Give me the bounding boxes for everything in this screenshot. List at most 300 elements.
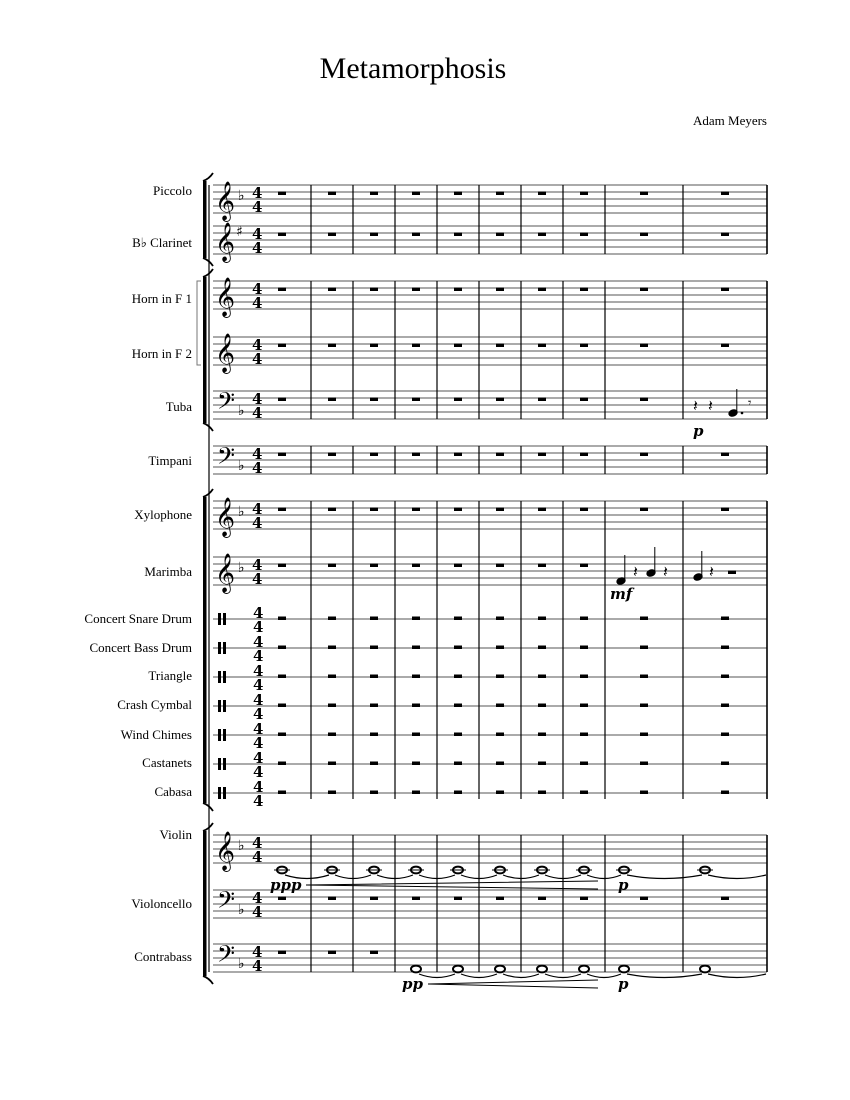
whole-rest xyxy=(370,617,378,621)
whole-rest xyxy=(370,762,378,766)
tie xyxy=(627,974,702,978)
tie xyxy=(503,974,539,978)
whole-rest xyxy=(538,398,546,402)
whole-note xyxy=(453,966,463,973)
whole-rest xyxy=(538,508,546,512)
whole-rest xyxy=(370,453,378,457)
dynamic-mf: mf xyxy=(610,585,633,603)
time-sig-top: 4 xyxy=(253,604,264,622)
whole-rest xyxy=(278,233,286,237)
group-bracket xyxy=(203,497,207,803)
whole-rest xyxy=(496,675,504,679)
whole-rest xyxy=(580,564,588,568)
bass-clef-icon: 𝄢 xyxy=(217,387,236,420)
whole-rest xyxy=(454,762,462,766)
instrument-label-piccolo: Piccolo xyxy=(153,183,192,198)
horn-sub-bracket xyxy=(197,281,201,365)
whole-rest xyxy=(640,288,648,292)
whole-rest xyxy=(454,646,462,650)
dynamic-p: p xyxy=(618,975,629,993)
time-sig-bottom: 4 xyxy=(253,792,264,810)
time-sig-top: 4 xyxy=(252,500,263,518)
time-sig-top: 4 xyxy=(253,691,264,709)
whole-rest xyxy=(721,646,729,650)
whole-rest xyxy=(496,897,504,901)
whole-rest xyxy=(370,508,378,512)
percussion-clef-icon xyxy=(223,729,226,741)
whole-rest xyxy=(721,897,729,901)
whole-rest xyxy=(580,762,588,766)
whole-rest xyxy=(454,897,462,901)
time-sig-top: 4 xyxy=(253,662,264,680)
whole-rest xyxy=(721,508,729,512)
whole-rest xyxy=(370,791,378,795)
whole-rest xyxy=(538,192,546,196)
staff-8 xyxy=(213,604,767,636)
percussion-clef-icon xyxy=(223,613,226,625)
time-sig-bottom: 4 xyxy=(252,957,263,975)
staff-9 xyxy=(213,633,767,665)
tie xyxy=(419,974,455,978)
whole-rest xyxy=(278,564,286,568)
whole-rest xyxy=(328,192,336,196)
time-sig-bottom: 4 xyxy=(253,618,264,636)
whole-rest xyxy=(412,344,420,348)
whole-rest xyxy=(412,791,420,795)
whole-rest xyxy=(538,791,546,795)
staff-10 xyxy=(213,662,767,694)
percussion-clef-icon xyxy=(223,642,226,654)
whole-rest xyxy=(454,675,462,679)
flat-icon: ♭ xyxy=(238,403,245,419)
whole-rest xyxy=(328,951,336,955)
whole-rest xyxy=(412,617,420,621)
whole-note xyxy=(579,966,589,973)
flat-icon: ♭ xyxy=(238,956,245,972)
group-bracket xyxy=(203,181,207,258)
whole-rest xyxy=(278,704,286,708)
time-sig-top: 4 xyxy=(253,778,264,796)
whole-rest xyxy=(278,762,286,766)
whole-rest xyxy=(412,453,420,457)
crescendo-hairpin xyxy=(306,881,598,889)
whole-rest xyxy=(721,344,729,348)
bass-clef-icon: 𝄢 xyxy=(217,940,236,973)
bracket-tip xyxy=(203,823,213,831)
time-sig-top: 4 xyxy=(252,225,263,243)
flat-icon: ♭ xyxy=(238,838,245,854)
whole-rest xyxy=(278,791,286,795)
staff-7 xyxy=(213,553,767,594)
bracket-tip xyxy=(203,803,213,811)
whole-rest xyxy=(538,453,546,457)
whole-rest xyxy=(538,897,546,901)
whole-rest xyxy=(640,192,648,196)
whole-rest xyxy=(454,192,462,196)
whole-rest xyxy=(370,564,378,568)
percussion-clef-icon xyxy=(218,758,221,770)
time-sig-bottom: 4 xyxy=(252,239,263,257)
time-sig-top: 4 xyxy=(252,184,263,202)
whole-rest xyxy=(278,344,286,348)
whole-rest xyxy=(328,453,336,457)
staff-0 xyxy=(213,181,767,222)
staff-6 xyxy=(213,497,767,538)
time-sig-bottom: 4 xyxy=(253,705,264,723)
whole-rest xyxy=(412,398,420,402)
whole-rest xyxy=(370,344,378,348)
whole-rest xyxy=(496,646,504,650)
whole-rest xyxy=(496,508,504,512)
whole-rest xyxy=(721,733,729,737)
instrument-label-bass-drum: Concert Bass Drum xyxy=(89,640,192,655)
whole-rest xyxy=(580,288,588,292)
instrument-label-wind-chimes: Wind Chimes xyxy=(120,727,192,742)
instrument-label-marimba: Marimba xyxy=(144,564,192,579)
whole-rest xyxy=(538,646,546,650)
whole-rest xyxy=(640,646,648,650)
time-sig-bottom: 4 xyxy=(253,676,264,694)
time-sig-top: 4 xyxy=(252,390,263,408)
whole-rest xyxy=(538,288,546,292)
quarter-rest: 𝄽 xyxy=(709,562,714,581)
whole-rest xyxy=(640,791,648,795)
whole-rest xyxy=(328,897,336,901)
whole-rest xyxy=(412,675,420,679)
whole-rest xyxy=(580,192,588,196)
dynamic-p: p xyxy=(618,876,629,894)
staff-1 xyxy=(213,222,767,263)
whole-rest xyxy=(278,675,286,679)
whole-rest xyxy=(278,453,286,457)
whole-rest xyxy=(454,233,462,237)
time-sig-bottom: 4 xyxy=(253,647,264,665)
staff-4 xyxy=(213,387,767,422)
whole-rest xyxy=(328,617,336,621)
staff-3 xyxy=(213,333,767,374)
whole-rest xyxy=(496,564,504,568)
percussion-clef-icon xyxy=(223,758,226,770)
instrument-label-triangle: Triangle xyxy=(148,668,192,683)
bracket-tip xyxy=(203,258,213,266)
whole-rest xyxy=(538,344,546,348)
whole-rest xyxy=(328,646,336,650)
whole-rest xyxy=(538,675,546,679)
whole-rest xyxy=(728,571,736,575)
time-sig-bottom: 4 xyxy=(252,459,263,477)
whole-rest xyxy=(640,508,648,512)
whole-rest xyxy=(640,453,648,457)
whole-rest xyxy=(454,791,462,795)
whole-rest xyxy=(640,762,648,766)
instrument-label-violoncello: Violoncello xyxy=(131,896,192,911)
whole-rest xyxy=(328,288,336,292)
staff-13 xyxy=(213,749,767,781)
staff-15 xyxy=(213,831,767,872)
staff-2 xyxy=(213,277,767,318)
whole-rest xyxy=(496,398,504,402)
time-sig-top: 4 xyxy=(252,556,263,574)
percussion-clef-icon xyxy=(223,787,226,799)
whole-rest xyxy=(496,288,504,292)
whole-rest xyxy=(278,733,286,737)
whole-rest xyxy=(538,762,546,766)
whole-rest xyxy=(454,344,462,348)
whole-rest xyxy=(580,675,588,679)
time-sig-top: 4 xyxy=(252,336,263,354)
percussion-clef-icon xyxy=(218,787,221,799)
crescendo-hairpin xyxy=(428,980,598,988)
staff-17 xyxy=(213,940,767,975)
whole-note xyxy=(700,966,710,973)
time-sig-top: 4 xyxy=(252,834,263,852)
whole-rest xyxy=(640,233,648,237)
whole-rest xyxy=(580,646,588,650)
eighth-rest: 𝄾 xyxy=(748,396,752,411)
whole-rest xyxy=(580,791,588,795)
whole-rest xyxy=(412,192,420,196)
whole-rest xyxy=(496,233,504,237)
whole-rest xyxy=(328,733,336,737)
percussion-clef-icon xyxy=(218,642,221,654)
instrument-label-clarinet: B♭ Clarinet xyxy=(132,235,192,250)
whole-rest xyxy=(370,192,378,196)
whole-rest xyxy=(328,704,336,708)
bracket-tip xyxy=(203,173,213,181)
dynamic-ppp: ppp xyxy=(270,876,302,894)
bracket-tip xyxy=(203,976,213,984)
percussion-clef-icon xyxy=(223,671,226,683)
quarter-rest: 𝄽 xyxy=(693,396,698,415)
whole-rest xyxy=(278,617,286,621)
whole-rest xyxy=(370,704,378,708)
whole-rest xyxy=(640,897,648,901)
time-sig-bottom: 4 xyxy=(252,350,263,368)
whole-rest xyxy=(640,398,648,402)
dynamic-p: p xyxy=(693,422,704,440)
whole-note xyxy=(495,966,505,973)
bass-clef-icon: 𝄢 xyxy=(217,886,236,919)
whole-rest xyxy=(580,617,588,621)
whole-rest xyxy=(496,791,504,795)
bracket-tip xyxy=(203,269,213,277)
time-sig-bottom: 4 xyxy=(252,570,263,588)
whole-rest xyxy=(278,508,286,512)
whole-rest xyxy=(328,344,336,348)
whole-rest xyxy=(640,675,648,679)
instrument-label-cabasa: Cabasa xyxy=(154,784,192,799)
whole-rest xyxy=(538,564,546,568)
group-bracket xyxy=(203,831,207,976)
whole-rest xyxy=(370,733,378,737)
instrument-label-violin: Violin xyxy=(159,827,192,842)
whole-rest xyxy=(580,398,588,402)
time-sig-bottom: 4 xyxy=(252,294,263,312)
whole-rest xyxy=(538,233,546,237)
whole-rest xyxy=(640,704,648,708)
whole-rest xyxy=(454,733,462,737)
score-title: Metamorphosis xyxy=(319,52,507,85)
whole-rest xyxy=(496,192,504,196)
percussion-clef-icon xyxy=(218,613,221,625)
whole-rest xyxy=(454,288,462,292)
whole-rest xyxy=(454,704,462,708)
tie xyxy=(627,875,702,879)
whole-rest xyxy=(278,288,286,292)
tie xyxy=(587,875,621,879)
instrument-label-horn-2: Horn in F 2 xyxy=(131,346,192,361)
whole-rest xyxy=(496,617,504,621)
instrument-label-crash-cymbal: Crash Cymbal xyxy=(117,697,192,712)
quarter-rest: 𝄽 xyxy=(708,396,713,415)
percussion-clef-icon xyxy=(218,729,221,741)
whole-note xyxy=(411,966,421,973)
time-sig-top: 4 xyxy=(253,749,264,767)
treble-clef-icon: 𝄞 xyxy=(215,222,236,262)
time-sig-top: 4 xyxy=(253,720,264,738)
quarter-rest: 𝄽 xyxy=(663,562,668,581)
whole-rest xyxy=(454,617,462,621)
whole-rest xyxy=(640,733,648,737)
whole-rest xyxy=(370,398,378,402)
whole-rest xyxy=(370,897,378,901)
time-sig-top: 4 xyxy=(252,943,263,961)
whole-rest xyxy=(538,733,546,737)
time-sig-bottom: 4 xyxy=(252,514,263,532)
whole-rest xyxy=(580,733,588,737)
staff-5 xyxy=(213,442,767,477)
flat-icon: ♭ xyxy=(238,560,245,576)
time-sig-bottom: 4 xyxy=(252,198,263,216)
time-sig-bottom: 4 xyxy=(252,903,263,921)
sharp-icon: ♯ xyxy=(236,224,243,240)
whole-rest xyxy=(412,897,420,901)
whole-rest xyxy=(496,704,504,708)
whole-rest xyxy=(640,344,648,348)
whole-rest xyxy=(328,762,336,766)
time-sig-top: 4 xyxy=(253,633,264,651)
whole-rest xyxy=(278,646,286,650)
whole-note xyxy=(537,966,547,973)
whole-rest xyxy=(370,675,378,679)
whole-rest xyxy=(412,733,420,737)
treble-clef-icon: 𝄞 xyxy=(215,277,236,317)
whole-rest xyxy=(370,288,378,292)
whole-rest xyxy=(454,564,462,568)
whole-rest xyxy=(370,951,378,955)
whole-rest xyxy=(721,617,729,621)
whole-rest xyxy=(328,564,336,568)
time-sig-top: 4 xyxy=(252,889,263,907)
whole-rest xyxy=(412,762,420,766)
whole-rest xyxy=(412,508,420,512)
instrument-label-tuba: Tuba xyxy=(165,399,192,414)
tie xyxy=(461,974,497,978)
flat-icon: ♭ xyxy=(238,504,245,520)
whole-rest xyxy=(370,646,378,650)
percussion-clef-icon xyxy=(223,700,226,712)
bracket-tip xyxy=(203,423,213,431)
whole-rest xyxy=(412,646,420,650)
whole-rest xyxy=(721,791,729,795)
whole-rest xyxy=(721,233,729,237)
treble-clef-icon: 𝄞 xyxy=(215,553,236,593)
whole-rest xyxy=(721,704,729,708)
whole-rest xyxy=(721,762,729,766)
instrument-label-xylophone: Xylophone xyxy=(134,507,192,522)
bracket-tip xyxy=(203,489,213,497)
tie xyxy=(545,974,581,978)
instrument-label-snare: Concert Snare Drum xyxy=(84,611,192,626)
time-sig-top: 4 xyxy=(252,280,263,298)
whole-rest xyxy=(580,704,588,708)
whole-rest xyxy=(538,617,546,621)
whole-rest xyxy=(721,288,729,292)
whole-rest xyxy=(412,704,420,708)
composer-name: Adam Meyers xyxy=(692,113,767,128)
time-sig-top: 4 xyxy=(252,445,263,463)
flat-icon: ♭ xyxy=(238,458,245,474)
instrument-label-timpani: Timpani xyxy=(148,453,192,468)
whole-rest xyxy=(580,897,588,901)
instrument-label-horn-1: Horn in F 1 xyxy=(131,291,192,306)
flat-icon: ♭ xyxy=(238,188,245,204)
time-sig-bottom: 4 xyxy=(253,763,264,781)
staff-11 xyxy=(213,691,767,723)
quarter-rest: 𝄽 xyxy=(633,562,638,581)
treble-clef-icon: 𝄞 xyxy=(215,497,236,537)
whole-rest xyxy=(496,453,504,457)
whole-rest xyxy=(580,453,588,457)
whole-rest xyxy=(278,398,286,402)
whole-rest xyxy=(412,288,420,292)
time-sig-bottom: 4 xyxy=(252,404,263,422)
tie xyxy=(708,974,766,978)
whole-rest xyxy=(278,897,286,901)
whole-rest xyxy=(278,192,286,196)
whole-rest xyxy=(328,675,336,679)
flat-icon: ♭ xyxy=(238,902,245,918)
treble-clef-icon: 𝄞 xyxy=(215,333,236,373)
tie xyxy=(587,974,621,978)
whole-rest xyxy=(580,344,588,348)
treble-clef-icon: 𝄞 xyxy=(215,181,236,221)
dot xyxy=(741,412,744,415)
group-bracket xyxy=(203,277,207,423)
bass-clef-icon: 𝄢 xyxy=(217,442,236,475)
time-sig-bottom: 4 xyxy=(252,848,263,866)
whole-note xyxy=(619,966,629,973)
whole-rest xyxy=(412,564,420,568)
whole-rest xyxy=(640,617,648,621)
instrument-label-contrabass: Contrabass xyxy=(134,949,192,964)
whole-rest xyxy=(496,344,504,348)
whole-rest xyxy=(328,791,336,795)
whole-rest xyxy=(454,453,462,457)
whole-rest xyxy=(538,704,546,708)
whole-rest xyxy=(278,951,286,955)
whole-rest xyxy=(496,762,504,766)
whole-rest xyxy=(328,233,336,237)
percussion-clef-icon xyxy=(218,700,221,712)
whole-rest xyxy=(721,453,729,457)
time-sig-bottom: 4 xyxy=(253,734,264,752)
whole-rest xyxy=(370,233,378,237)
instrument-label-castanets: Castanets xyxy=(142,755,192,770)
dynamic-pp: pp xyxy=(402,975,423,993)
treble-clef-icon: 𝄞 xyxy=(215,831,236,871)
whole-rest xyxy=(721,675,729,679)
